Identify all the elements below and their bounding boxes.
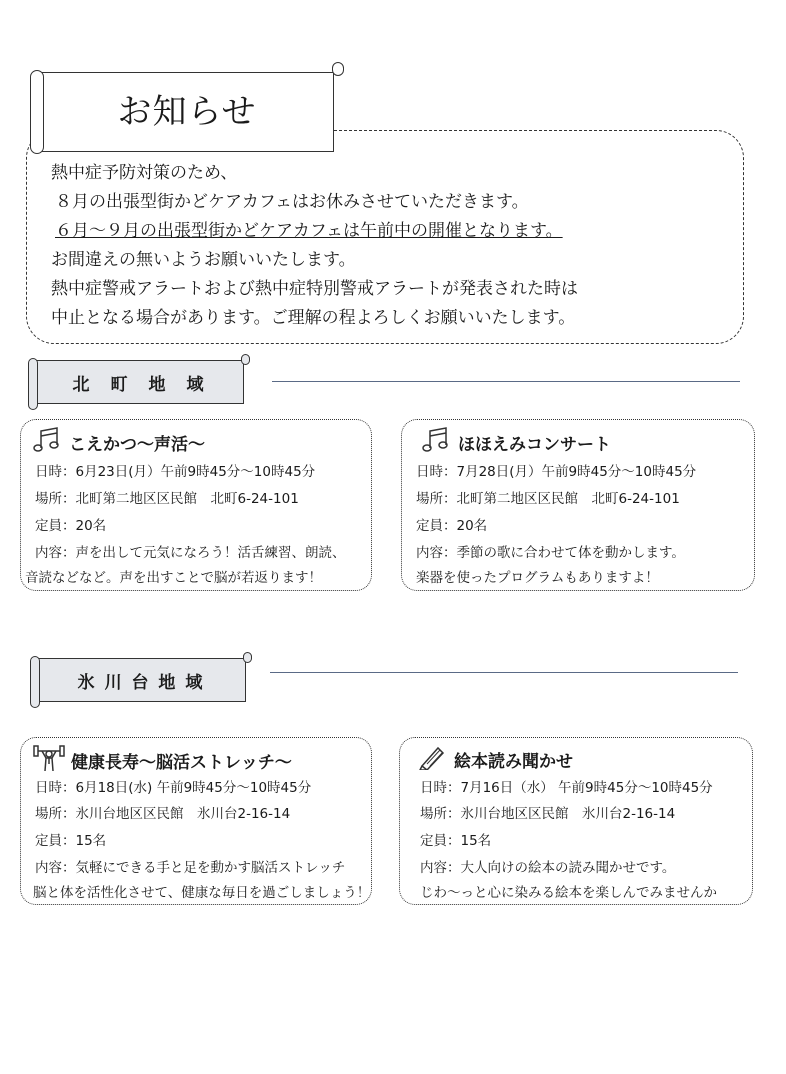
event-content: 内容：気軽にできる手と足を動かす脳活ストレッチ [35, 860, 346, 876]
notice-line: ８月の出張型街かどケアカフェはお休みさせていただきます。 [55, 192, 529, 212]
scroll-roll-icon [241, 354, 250, 365]
event-capacity: 定員：15名 [420, 833, 492, 849]
section-title: 氷 川 台 地 域 [77, 673, 205, 693]
pencil-icon [418, 744, 448, 775]
event-capacity: 定員：20名 [35, 518, 107, 534]
notice-line: 熱中症警戒アラートおよび熱中症特別警戒アラートが発表された時は [51, 279, 578, 299]
notice-box [26, 130, 744, 344]
event-capacity: 定員：15名 [35, 833, 107, 849]
notice-title-banner [30, 62, 344, 160]
section-divider [272, 381, 740, 382]
event-place: 場所：氷川台地区区民館 氷川台2-16-14 [420, 806, 676, 822]
event-content: 音読などなど。声を出すことで脳が若返ります！ [25, 570, 322, 586]
event-card-koekatsu [20, 419, 372, 591]
music-note-icon [33, 426, 63, 459]
event-title: 健康長寿～脳活ストレッチ～ [71, 753, 292, 773]
event-date: 日時：6月23日(月）午前9時45分～10時45分 [35, 464, 316, 480]
notice-line: 熱中症予防対策のため、 [51, 163, 238, 183]
event-card-stretch [20, 737, 372, 905]
event-place: 場所：北町第二地区区民館 北町6-24-101 [416, 491, 680, 507]
section-title: 北 町 地 域 [72, 375, 206, 395]
event-capacity: 定員：20名 [416, 518, 488, 534]
event-date: 日時：7月16日（水） 午前9時45分～10時45分 [420, 780, 713, 796]
event-title-row [422, 426, 611, 459]
notice-line: お間違えの無いようお願いいたします。 [51, 250, 356, 270]
event-title: こえかつ～声活～ [69, 435, 205, 455]
weightlifter-icon [33, 744, 65, 777]
scroll-roll-icon [332, 62, 344, 76]
notice-title: お知らせ [117, 92, 257, 132]
event-place: 場所：北町第二地区区民館 北町6-24-101 [35, 491, 299, 507]
section-divider [270, 672, 738, 673]
event-title-row [33, 426, 205, 459]
event-title: 絵本読み聞かせ [454, 752, 573, 772]
event-content: じわ～っと心に染みる絵本を楽しんでみませんか [420, 885, 717, 901]
event-date: 日時：7月28日(月）午前9時45分～10時45分 [416, 464, 697, 480]
event-title: ほほえみコンサート [458, 435, 611, 455]
event-content: 楽器を使ったプログラムもありますよ！ [416, 570, 659, 586]
scroll-roll-icon [243, 652, 252, 663]
event-content: 脳と体を活性化させて、健康な毎日を過ごしましょう！ [33, 885, 371, 901]
notice-text [51, 159, 578, 333]
section-header-hikawadai [30, 652, 252, 710]
section-header-kitamachi [28, 354, 250, 412]
music-note-icon [422, 426, 452, 459]
event-content: 内容：声を出して元気になろう！活舌練習、朗読、 [35, 545, 346, 561]
event-content: 内容：大人向けの絵本の読み聞かせです。 [420, 860, 676, 876]
event-date: 日時：6月18日(水) 午前9時45分～10時45分 [35, 780, 312, 796]
notice-line-underlined: ６月～９月の出張型街かどケアカフェは午前中の開催となります。 [55, 221, 563, 241]
event-title-row [33, 744, 292, 777]
event-title-row [418, 744, 573, 775]
event-card-ehon [399, 737, 753, 905]
event-content: 内容：季節の歌に合わせて体を動かします。 [416, 545, 685, 561]
event-card-hohoemi [401, 419, 755, 591]
event-place: 場所：氷川台地区区民館 氷川台2-16-14 [35, 806, 291, 822]
notice-line: 中止となる場合があります。ご理解の程よろしくお願いいたします。 [51, 308, 576, 328]
